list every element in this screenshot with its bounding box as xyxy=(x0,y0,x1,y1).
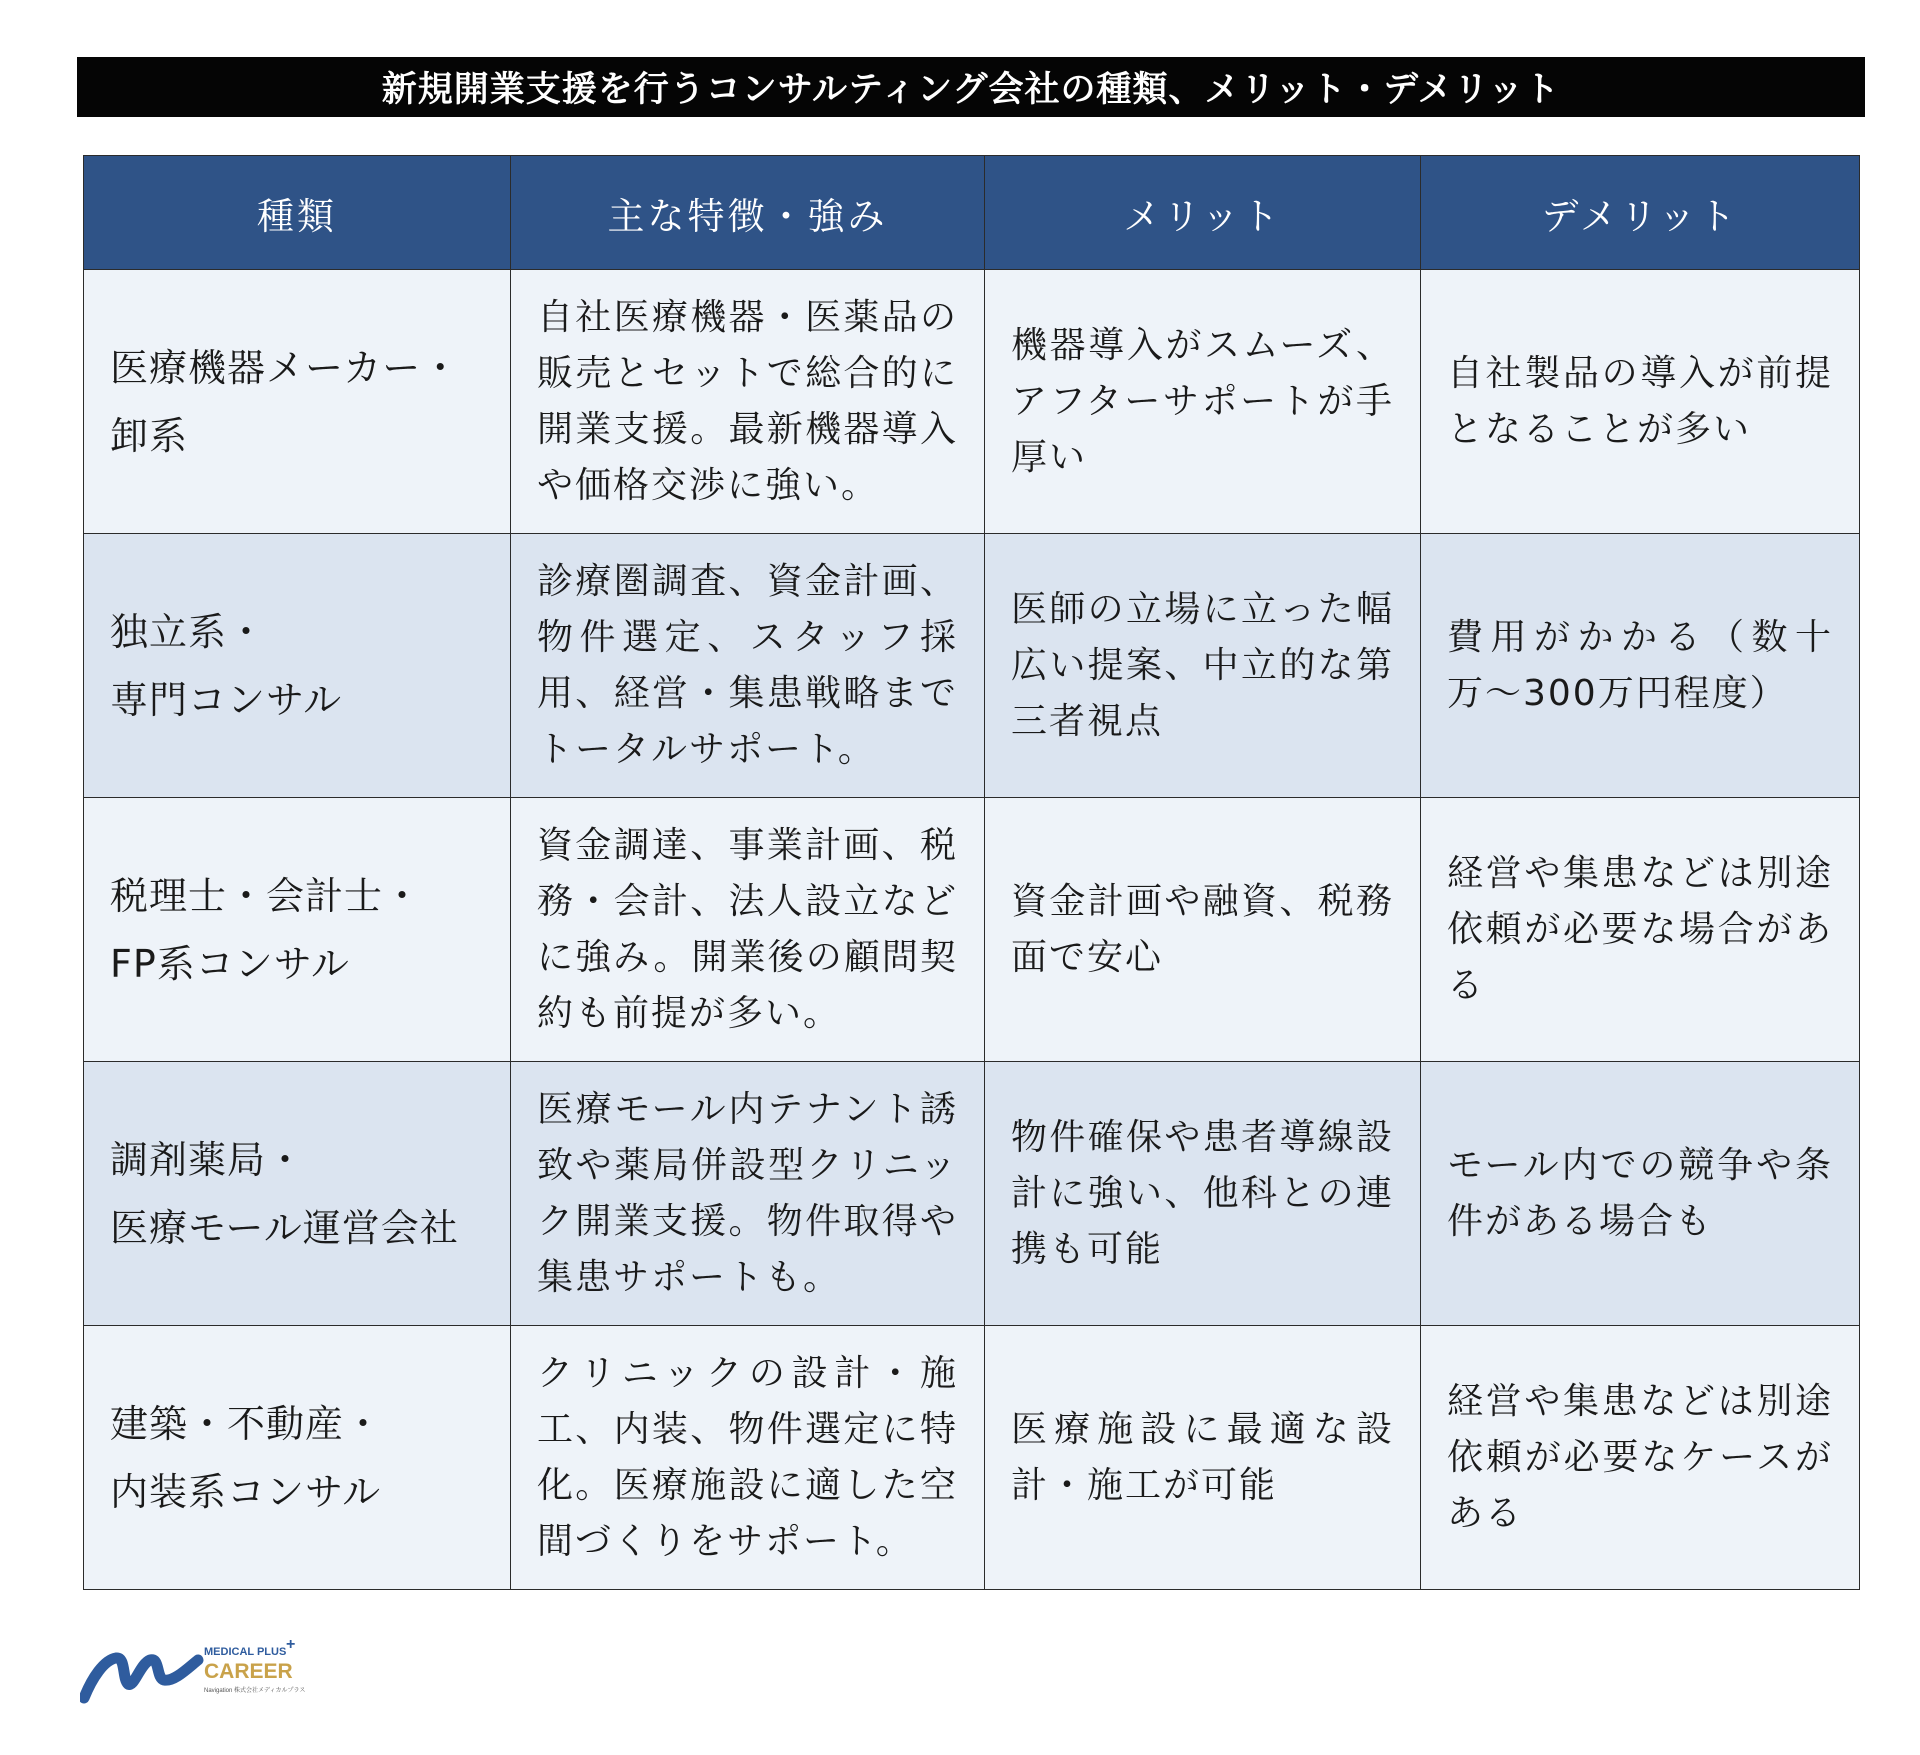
feature-cell: 自社医療機器・医薬品の販売とセットで総合的に開業支援。最新機器導入や価格交渉に強い。 xyxy=(511,270,985,534)
type-cell xyxy=(84,1326,511,1590)
table-row xyxy=(84,270,1860,534)
table-row xyxy=(84,798,1860,1062)
header-demerit: デメリット xyxy=(1421,156,1860,270)
type-cell xyxy=(84,270,511,534)
header-type: 種類 xyxy=(84,156,511,270)
merit-cell: 機器導入がスムーズ、アフターサポートが手厚い xyxy=(985,270,1421,534)
type-cell xyxy=(84,798,511,1062)
brand-line3: Navigation 株式会社メディカルプラス xyxy=(204,1688,306,1694)
merit-cell: 医師の立場に立った幅広い提案、中立的な第三者視点 xyxy=(985,534,1421,798)
table-header-row xyxy=(84,156,1860,270)
type-line: 卸系 xyxy=(110,413,189,458)
table-row xyxy=(84,1326,1860,1590)
type-line: FP系コンサル xyxy=(110,941,350,986)
wave-m-logo-icon xyxy=(80,1638,204,1704)
feature-cell: 医療モール内テナント誘致や薬局併設型クリニック開業支援。物件取得や集患サポートも。 xyxy=(511,1062,985,1326)
brand-line2: CAREER xyxy=(204,1660,293,1683)
table-row xyxy=(84,1062,1860,1326)
demerit-cell: 経営や集患などは別途依頼が必要な場合がある xyxy=(1421,798,1860,1062)
feature-cell: 資金調達、事業計画、税務・会計、法人設立などに強み。開業後の顧問契約も前提が多い。 xyxy=(511,798,985,1062)
demerit-cell: 費用がかかる（数十万〜300万円程度） xyxy=(1421,534,1860,798)
type-line: 医療モール運営会社 xyxy=(110,1205,459,1250)
type-line: 内装系コンサル xyxy=(110,1469,382,1514)
brand-line1: MEDICAL PLUS xyxy=(204,1646,287,1658)
type-line: 建築・不動産・ xyxy=(110,1401,384,1446)
feature-cell: 診療圏調査、資金計画、物件選定、スタッフ採用、経営・集患戦略までトータルサポート。 xyxy=(511,534,985,798)
demerit-cell: モール内での競争や条件がある場合も xyxy=(1421,1062,1860,1326)
header-features: 主な特徴・強み xyxy=(511,156,985,270)
feature-cell: クリニックの設計・施工、内装、物件選定に特化。医療施設に適した空間づくりをサポート。 xyxy=(511,1326,985,1590)
type-cell xyxy=(84,534,511,798)
type-line: 税理士・会計士・ xyxy=(110,873,423,918)
demerit-cell: 経営や集患などは別途依頼が必要なケースがある xyxy=(1421,1326,1860,1590)
brand-logo xyxy=(80,1638,320,1704)
merit-cell: 医療施設に最適な設計・施工が可能 xyxy=(985,1326,1421,1590)
merit-cell: 資金計画や融資、税務面で安心 xyxy=(985,798,1421,1062)
type-line: 医療機器メーカー・ xyxy=(110,345,461,390)
type-cell xyxy=(84,1062,511,1326)
demerit-cell: 自社製品の導入が前提となることが多い xyxy=(1421,270,1860,534)
table-row xyxy=(84,534,1860,798)
header-merit: メリット xyxy=(985,156,1421,270)
type-line: 独立系・ xyxy=(110,609,267,654)
merit-cell: 物件確保や患者導線設計に強い、他科との連携も可能 xyxy=(985,1062,1421,1326)
type-line: 専門コンサル xyxy=(110,677,343,722)
type-line: 調剤薬局・ xyxy=(110,1137,306,1182)
comparison-table xyxy=(83,155,1860,1590)
page-title: 新規開業支援を行うコンサルティング会社の種類、メリット・デメリット xyxy=(77,57,1865,117)
brand-plus: + xyxy=(286,1636,296,1653)
